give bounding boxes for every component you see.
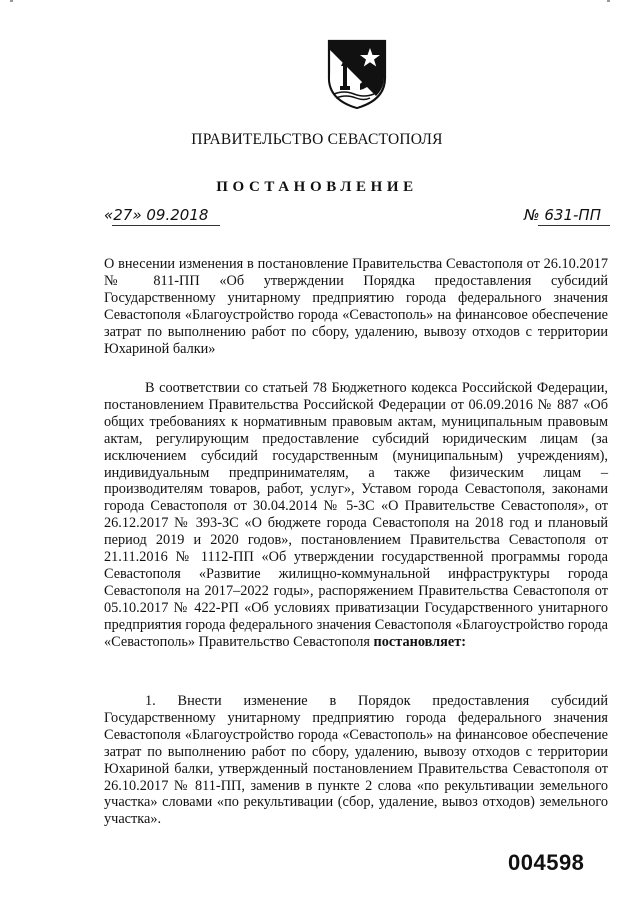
- scan-mark: [10, 0, 13, 2]
- date-underline: [112, 225, 220, 226]
- document-date-value: «27» 09.2018: [104, 206, 209, 224]
- coat-of-arms-icon: [326, 38, 388, 110]
- resolves-keyword: постановляет:: [373, 633, 467, 650]
- number-underline: [538, 225, 610, 226]
- preamble-paragraph: [104, 380, 608, 651]
- government-name: ПРАВИТЕЛЬСТВО СЕВАСТОПОЛЯ: [191, 131, 443, 148]
- document-subject: О внесении изменения в постановление Правительства Севастополя от 26.10.2017 № 811-ПП «Об утверждении Порядка предоставления субсидий Государственному унитарному предприятию города федерального значения Севастополя «Благоустройство города «Севастополь» на финансовое обеспечение затрат по выполнению работ по сбору, удалению, вывозу отходов с территории Юхариной балки»: [104, 256, 608, 357]
- item-1-paragraph: 1. Внести изменение в Порядок предоставления субсидий Государственному унитарному предприятию города федерального значения Севастополя «Благоустройство города «Севастополь» на финансовое обеспечение затрат по выполнению работ по сбору, удалению, вывозу отходов с территории Юхариной балки, утвержденный постановлением Правительства Севастополя от 26.10.2017 № 811-ПП, заменив в пункте 2 слова «по рекультивации земельного участка» словами «по рекультивации (сбор, удаление, вывоз отходов) земельного участка».: [104, 693, 608, 828]
- serial-number: 004598: [508, 850, 585, 875]
- document-number: [524, 206, 610, 225]
- document-date: [104, 206, 220, 225]
- preamble-text: В соответствии со статьей 78 Бюджетного кодекса Российской Федерации, постановлением Правительства Российской Федерации от 06.09.2016 № 887 «Об общих требованиях к нормативным правовым актам, муниципальным правовым актам, регулирующим предоставление субсидий юридическим лицам (за исключением субсидий государственным (муниципальным) учреждениям), индивидуальным предпринимателям, а также физическим лицам – производителям товаров, работ, услуг», Уставом города Севастополя, законами города Севастополя от 30.04.2014 № 5-ЗС «О Правительстве Севастополя», от 26.12.2017 № 393-ЗС «О бюджете города Севастополя на 2018 год и плановый период 2019 и 2020 годов», постановлением Правительства Севастополя от 21.11.2016 № 1112-ПП «Об утверждении государственной программы города Севастополя «Развитие жилищно-коммунальной инфраструктуры города Севастополя на 2017–2022 годы», распоряжением Правительства Севастополя от 05.10.2017 № 422-РП «Об условиях приватизации Государственного унитарного предприятия города федерального значения Севастополя «Благоустройство города «Севастополь» Правительство Севастополя: [104, 380, 608, 650]
- document-number-value: № 631-ПП: [524, 206, 601, 224]
- document-type-title: ПОСТАНОВЛЕНИЕ: [216, 179, 418, 195]
- scan-mark: [607, 0, 610, 2]
